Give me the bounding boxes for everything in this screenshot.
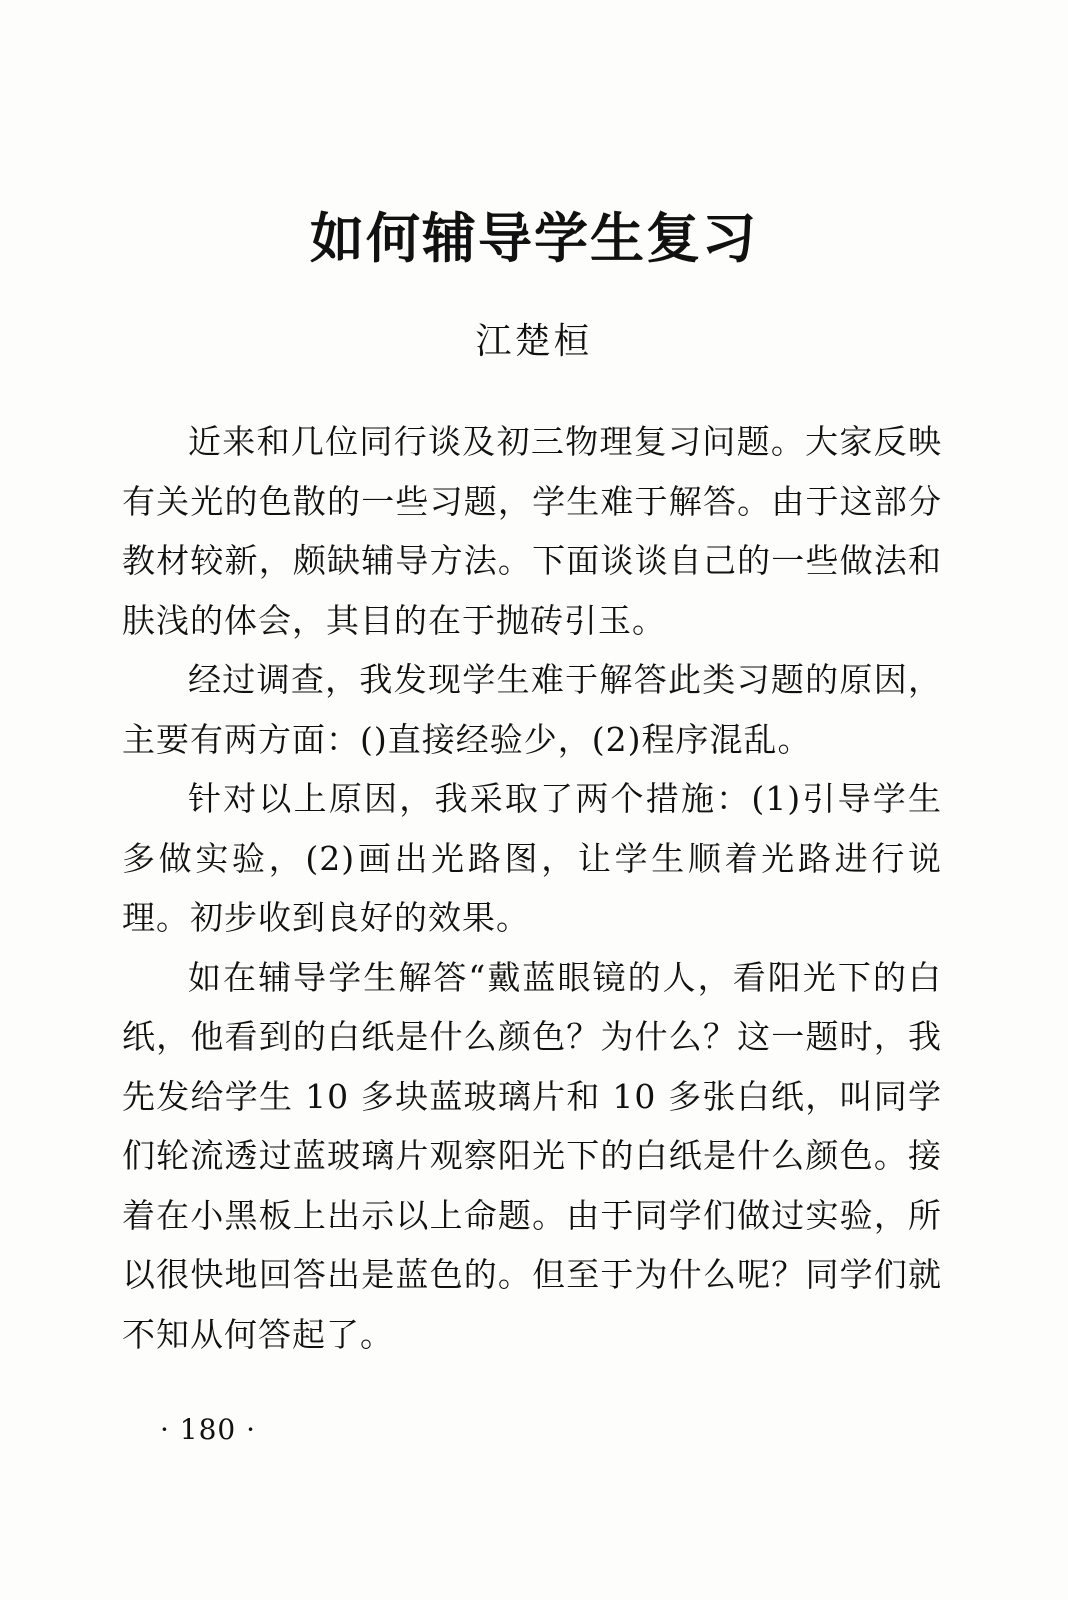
page-number: · 180 · (160, 1413, 257, 1446)
article-body (122, 412, 942, 1364)
paragraph-2: 经过调查，我发现学生难于解答此类习题的原因，主要有两方面：()直接经验少，(2)程序混乱。 (122, 660, 942, 759)
paragraph-3: 针对以上原因，我采取了两个措施：(1)引导学生多做实验，(2)画出光路图，让学生顺着光路进行说理。初步收到良好的效果。 (122, 779, 942, 937)
paragraph-4: 如在辅导学生解答“戴蓝眼镜的人，看阳光下的白纸，他看到的白纸是什么颜色？为什么？这一题时，我先发给学生 10 多块蓝玻璃片和 10 多张白纸，叫同学们轮流透过蓝玻璃片观察阳光下的白纸是什么颜色。接着在小黑板上出示以上命题。由于同学们做过实验，所以很快地回答出是蓝色的。但至于为什么呢？同学们就不知从何答起了。 (122, 957, 942, 1354)
article-title: 如何辅导学生复习 (310, 206, 758, 270)
article-author: 江楚桓 (475, 321, 593, 362)
paragraph-1: 近来和几位同行谈及初三物理复习问题。大家反映有关光的色散的一些习题，学生难于解答。由于这部分教材较新，颇缺辅导方法。下面谈谈自己的一些做法和肤浅的体会，其目的在于抛砖引玉。 (122, 422, 942, 640)
